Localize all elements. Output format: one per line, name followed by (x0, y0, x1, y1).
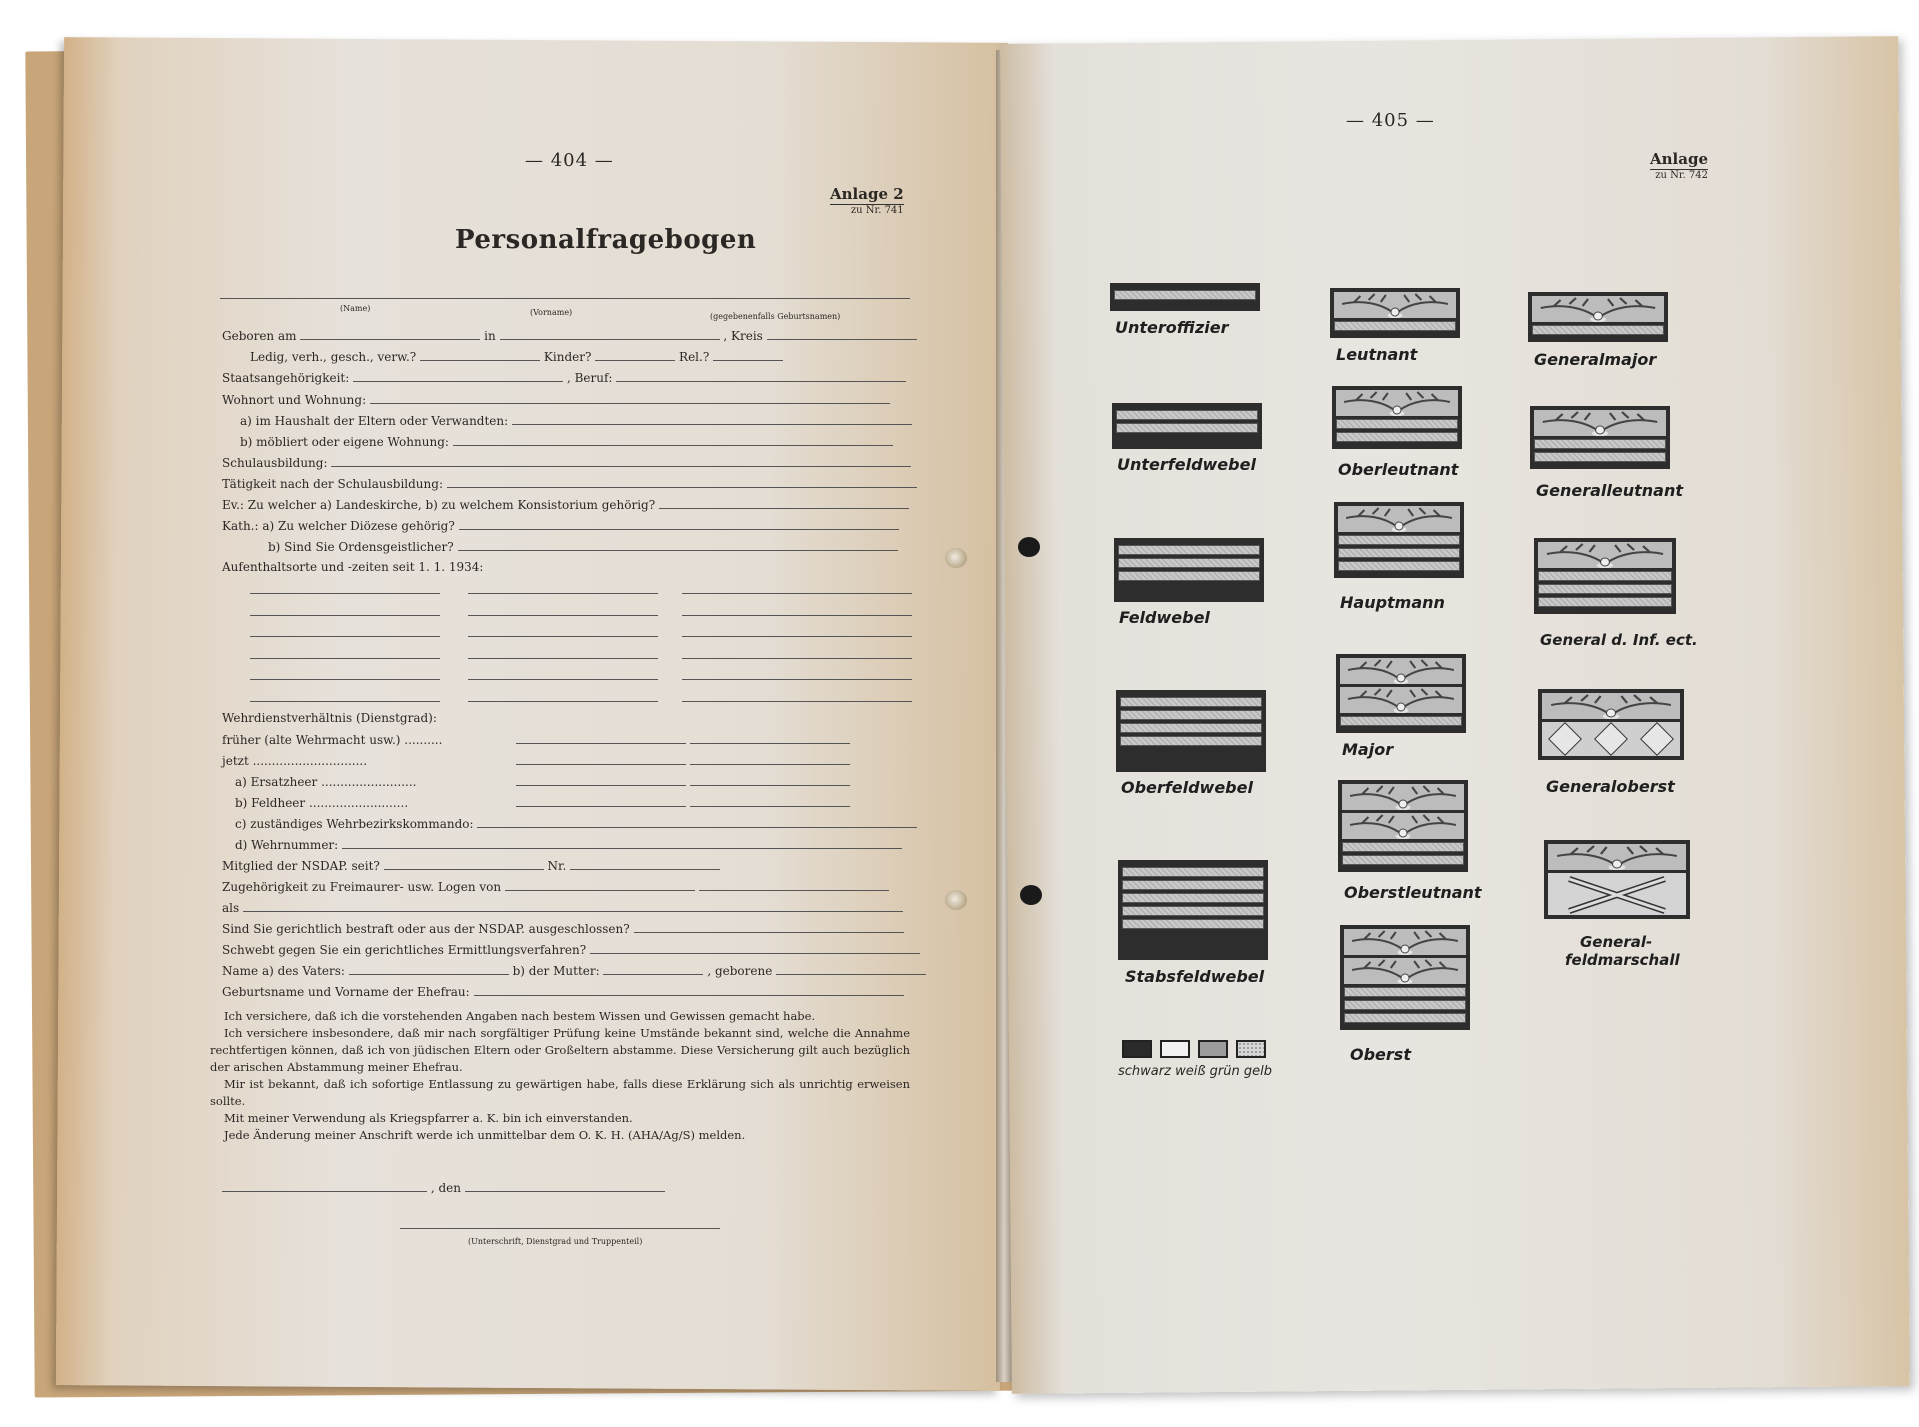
insignia-stripe (1336, 432, 1458, 442)
form-row-ersatzheer (235, 772, 925, 790)
rank-label: Feldwebel (1119, 608, 1210, 627)
field-beruf[interactable] (616, 368, 906, 382)
insignia-hauptmann (1334, 502, 1464, 578)
form-row-logen (222, 877, 912, 895)
oak-leaf-emblem (1534, 410, 1666, 436)
insignia-stripe (1340, 716, 1462, 726)
field-aufenthalt-ort[interactable] (682, 580, 912, 594)
rank-label: Unterfeldwebel (1117, 455, 1256, 474)
rank-label: Oberleutnant (1338, 460, 1459, 479)
rank-label: Leutnant (1336, 345, 1418, 364)
label-familienstand: Ledig, verh., gesch., verw.? (250, 350, 417, 364)
insignia-stripe (1120, 736, 1262, 746)
form-row-taetigkeit (222, 474, 912, 492)
declaration-text (210, 1008, 910, 1144)
field-aufenthalt-von[interactable] (250, 602, 440, 616)
field-nsdap-nr[interactable] (570, 856, 720, 870)
form-row-bestraft (222, 919, 912, 937)
oak-leaf-emblem (1340, 658, 1462, 684)
field-datum[interactable] (465, 1178, 665, 1192)
anlage-ref: zu Nr. 741 (850, 205, 904, 216)
legend-label: grün (1209, 1064, 1240, 1079)
field-vater[interactable] (349, 961, 509, 975)
insignia-stripe (1534, 439, 1666, 449)
field-geburtsort[interactable] (500, 326, 720, 340)
insignia-stripe (1122, 867, 1264, 877)
form-row-jetzt (222, 751, 912, 769)
anlage-label-left (830, 185, 904, 217)
field-dioezese[interactable] (459, 516, 899, 530)
aufenthalt-row (222, 580, 912, 598)
label-kath-b: b) Sind Sie Ordensgeistlicher? (268, 540, 454, 554)
rank-label: Unteroffizier (1115, 318, 1229, 337)
insignia-major (1336, 654, 1466, 733)
insignia-stripe (1118, 545, 1260, 555)
insignia-stripe (1336, 419, 1458, 429)
form-row-nsdap (222, 856, 912, 874)
field-aufenthalt-von[interactable] (250, 666, 440, 680)
form-row-schulausbildung (222, 453, 912, 471)
label-geboren: Geboren am (222, 329, 297, 343)
form-row-als (222, 898, 912, 916)
field-familienstand[interactable] (420, 347, 540, 361)
insignia-unteroffizier (1110, 283, 1260, 311)
label-ersatzheer: a) Ersatzheer ......................... (235, 775, 417, 789)
field-ermittlung[interactable] (590, 940, 920, 954)
label-ev: Ev.: Zu welcher a) Landeskirche, b) zu welchem Konsistorium gehörig? (222, 498, 656, 512)
insignia-stabsfeldwebel (1118, 860, 1268, 960)
label-aufenthalt: Aufenthaltsorte und -zeiten seit 1. 1. 1934: (222, 560, 484, 574)
color-legend (1122, 1040, 1266, 1058)
field-feldheer-von[interactable] (516, 793, 686, 807)
page-number-left: — 404 — (525, 150, 614, 171)
rank-label: feldmarschall (1565, 951, 1680, 969)
crossed-batons (1548, 873, 1686, 915)
label-kinder: Kinder? (543, 350, 592, 364)
label-haushalt: a) im Haushalt der Eltern oder Verwandten: (240, 414, 509, 428)
anlage-ref: zu Nr. 742 (1655, 170, 1708, 181)
insignia-stripe (1344, 1000, 1466, 1010)
insignia-generalmajor (1528, 292, 1668, 342)
declaration-paragraph: Ich versichere insbesondere, daß mir nach sorgfältiger Prüfung keine Umstände bekannt sind, welche die Annahme rechtfertigen können, daß ich von jüdischen Eltern oder Großeltern abstamme. Diese Versicherung gilt auch bezüglich der arischen Abstammung meiner Ehefrau. (210, 1026, 910, 1074)
field-mutter[interactable] (603, 961, 703, 975)
insignia-stripe (1122, 893, 1264, 903)
label-kreis: , Kreis (723, 329, 763, 343)
field-bestraft[interactable] (634, 919, 904, 933)
insignia-stripe (1114, 290, 1256, 300)
field-aufenthalt-ort[interactable] (682, 623, 912, 637)
anlage-label-right (1650, 150, 1708, 182)
caption-geburtsname: (gegebenenfalls Geburtsnamen) (710, 312, 841, 321)
form-row-wehrnummer (235, 835, 925, 853)
insignia-oberfeldwebel (1116, 690, 1266, 772)
label-beruf: , Beruf: (566, 371, 613, 385)
insignia-generaloberst (1538, 689, 1684, 760)
form-row-feldheer (235, 793, 925, 811)
form-row-moebliert (240, 432, 930, 450)
signature-line[interactable] (400, 1228, 720, 1229)
oak-leaf-emblem (1548, 844, 1686, 870)
field-jetzt-bis[interactable] (690, 751, 850, 765)
rank-label: Generalleutnant (1536, 481, 1683, 500)
insignia-stripe (1342, 842, 1464, 852)
field-religion[interactable] (713, 347, 783, 361)
insignia-stripe (1342, 855, 1464, 865)
form-row-frueher (222, 730, 912, 748)
page-number-right: — 405 — (1346, 110, 1435, 131)
anlage-title: Anlage (1650, 150, 1708, 168)
field-nsdap-seit[interactable] (384, 856, 544, 870)
field-geboren-am[interactable] (300, 326, 480, 340)
field-kinder[interactable] (595, 347, 675, 361)
label-taetigkeit: Tätigkeit nach der Schulausbildung: (222, 477, 443, 491)
field-ehefrau[interactable] (474, 982, 904, 996)
rank-label: Major (1342, 740, 1394, 759)
field-aufenthalt-ort[interactable] (682, 645, 912, 659)
legend-swatch-gruen (1198, 1040, 1228, 1058)
insignia-stripe (1116, 423, 1258, 433)
field-aufenthalt-von[interactable] (250, 623, 440, 637)
oak-leaf-emblem (1542, 693, 1680, 719)
pip (1548, 722, 1582, 756)
legend-label: schwarz (1118, 1064, 1171, 1079)
label-schulausbildung: Schulausbildung: (222, 456, 328, 470)
label-ermittlung: Schwebt gegen Sie ein gerichtliches Ermittlungsverfahren? (222, 943, 587, 957)
form-row-ort-datum (222, 1178, 912, 1196)
insignia-stripe (1122, 919, 1264, 929)
form-row-eltern (222, 961, 912, 979)
form-row-familienstand (250, 347, 940, 365)
insignia-stripe (1538, 571, 1672, 581)
field-ort[interactable] (222, 1178, 427, 1192)
oak-leaf-emblem (1342, 813, 1464, 839)
punch-hole (1020, 885, 1042, 905)
field-aufenthalt-von[interactable] (250, 580, 440, 594)
name-line[interactable] (220, 298, 910, 299)
punch-hole (945, 890, 967, 910)
oak-leaf-emblem (1340, 687, 1462, 713)
insignia-stripe (1338, 561, 1460, 571)
punch-hole (945, 548, 967, 568)
declaration-paragraph: Ich versichere, daß ich die vorstehenden Angaben nach bestem Wissen und Gewissen gemacht habe. (224, 1009, 816, 1023)
field-aufenthalt-ort[interactable] (682, 688, 912, 702)
insignia-feldwebel (1114, 538, 1264, 602)
insignia-stripe (1120, 723, 1262, 733)
label-nsdap: Mitglied der NSDAP. seit? (222, 859, 380, 873)
insignia-oberleutnant (1332, 386, 1462, 449)
insignia-stripe (1116, 410, 1258, 420)
field-frueher-bis[interactable] (690, 730, 850, 744)
field-feldheer-bis[interactable] (690, 793, 850, 807)
insignia-leutnant (1330, 288, 1460, 338)
rank-label: General- (1580, 933, 1653, 951)
form-title: Personalfragebogen (455, 225, 757, 255)
form-row-haushalt (240, 411, 930, 429)
insignia-stripe (1534, 452, 1666, 462)
legend-labels (1118, 1064, 1272, 1079)
rank-label: Generaloberst (1546, 777, 1675, 796)
insignia-stripe (1120, 697, 1262, 707)
legend-label: weiß (1175, 1064, 1206, 1079)
form-row-kath-a (222, 516, 912, 534)
aufenthalt-row (222, 666, 912, 684)
label-wehrnummer: d) Wehrnummer: (235, 838, 339, 852)
field-aufenthalt-bis[interactable] (468, 645, 658, 659)
insignia-generalfeldmarschall (1544, 840, 1690, 919)
form-row-ev (222, 495, 912, 513)
insignia-stripe (1338, 535, 1460, 545)
insignia-stripe (1538, 597, 1672, 607)
field-ordensgeistlicher[interactable] (458, 537, 898, 551)
rank-label: General d. Inf. ect. (1540, 631, 1698, 649)
oak-leaf-emblem (1342, 784, 1464, 810)
label-in: in (484, 329, 496, 343)
declaration-paragraph: Mir ist bekannt, daß ich sofortige Entlassung zu gewärtigen habe, falls diese Erklärung sich als unrichtig erweisen sollte. (210, 1077, 910, 1108)
caption-vorname: (Vorname) (530, 308, 573, 317)
label-feldheer: b) Feldheer .......................... (235, 796, 409, 810)
insignia-general (1534, 538, 1676, 614)
aufenthalt-row (222, 602, 912, 620)
label-vater: Name a) des Vaters: (222, 964, 345, 978)
oak-leaf-emblem (1338, 506, 1460, 532)
label-moebliert: b) möbliert oder eigene Wohnung: (240, 435, 449, 449)
field-als[interactable] (243, 898, 903, 912)
field-kreis[interactable] (767, 326, 917, 340)
label-wbk: c) zuständiges Wehrbezirkskommando: (235, 817, 474, 831)
insignia-stripe (1344, 1013, 1466, 1023)
oak-leaf-emblem (1344, 929, 1466, 955)
field-haushalt[interactable] (512, 411, 912, 425)
oak-leaf-emblem (1538, 542, 1672, 568)
form-row-staat (222, 368, 912, 386)
label-bestraft: Sind Sie gerichtlich bestraft oder aus der NSDAP. ausgeschlossen? (222, 922, 630, 936)
field-aufenthalt-ort[interactable] (682, 666, 912, 680)
insignia-stripe (1120, 710, 1262, 720)
label-wehrdienst: Wehrdienstverhältnis (Dienstgrad): (222, 711, 437, 725)
field-frueher-von[interactable] (516, 730, 686, 744)
insignia-stripe (1122, 906, 1264, 916)
field-aufenthalt-ort[interactable] (682, 602, 912, 616)
aufenthalt-row (222, 688, 912, 706)
form-row-wbk (235, 814, 925, 832)
field-jetzt-von[interactable] (516, 751, 686, 765)
field-ersatzheer-bis[interactable] (690, 772, 850, 786)
field-schulausbildung[interactable] (331, 453, 911, 467)
label-geborene: , geborene (707, 964, 773, 978)
form-row-kath-b (268, 537, 958, 555)
insignia-oberstleutnant (1338, 780, 1468, 872)
form-row-ermittlung (222, 940, 912, 958)
aufenthalt-row (222, 645, 912, 663)
declaration-paragraph: Jede Änderung meiner Anschrift werde ich unmittelbar dem O. K. H. (AHA/Ag/S) melden. (224, 1128, 746, 1142)
insignia-stripe (1122, 880, 1264, 890)
rank-label: Generalmajor (1534, 350, 1657, 369)
anlage-title: Anlage 2 (830, 185, 904, 203)
oak-leaf-emblem (1344, 958, 1466, 984)
insignia-stripe (1344, 987, 1466, 997)
rank-label: Oberst (1350, 1045, 1411, 1064)
field-taetigkeit[interactable] (447, 474, 917, 488)
insignia-stripe (1334, 321, 1456, 331)
field-ersatzheer-von[interactable] (516, 772, 686, 786)
field-wohnort[interactable] (370, 390, 890, 404)
field-aufenthalt-bis[interactable] (468, 666, 658, 680)
declaration-paragraph: Mit meiner Verwendung als Kriegspfarrer a. K. bin ich einverstanden. (224, 1111, 633, 1125)
field-aufenthalt-bis[interactable] (468, 602, 658, 616)
signature-caption: (Unterschrift, Dienstgrad und Truppenteil) (468, 1237, 643, 1246)
label-als: als (222, 901, 240, 915)
legend-label: gelb (1243, 1064, 1272, 1079)
field-aufenthalt-bis[interactable] (468, 580, 658, 594)
rank-label: Oberstleutnant (1344, 883, 1482, 902)
legend-swatch-schwarz (1122, 1040, 1152, 1058)
form-row-wehrdienst (222, 709, 912, 727)
oak-leaf-emblem (1336, 390, 1458, 416)
insignia-stripe (1538, 584, 1672, 594)
insignia-stripe (1118, 558, 1260, 568)
legend-swatch-gelb (1236, 1040, 1266, 1058)
form-row-ehefrau (222, 982, 912, 1000)
insignia-unterfeldwebel (1112, 403, 1262, 449)
label-nr: Nr. (547, 859, 567, 873)
field-aufenthalt-von[interactable] (250, 688, 440, 702)
insignia-stripe (1118, 571, 1260, 581)
field-logen-von[interactable] (505, 877, 695, 891)
form-row-wohnort (222, 390, 912, 408)
form-row-aufenthalt (222, 558, 912, 576)
label-rel: Rel.? (679, 350, 710, 364)
insignia-stripe (1532, 325, 1664, 335)
punch-hole (1018, 537, 1040, 557)
aufenthalt-row (222, 623, 912, 641)
rank-label: Stabsfeldwebel (1125, 967, 1265, 986)
form-row-geboren (222, 326, 912, 344)
field-logen-bis[interactable] (699, 877, 889, 891)
label-jetzt: jetzt .............................. (222, 754, 368, 768)
caption-name: (Name) (340, 304, 371, 313)
label-frueher: früher (alte Wehrmacht usw.) .......... (222, 733, 443, 747)
pip (1594, 722, 1628, 756)
field-aufenthalt-von[interactable] (250, 645, 440, 659)
label-wohnort: Wohnort und Wohnung: (222, 393, 367, 407)
insignia-generalleutnant (1530, 406, 1670, 469)
field-aufenthalt-bis[interactable] (468, 623, 658, 637)
pips-row (1542, 722, 1680, 756)
label-staatsangehoerigkeit: Staatsangehörigkeit: (222, 371, 350, 385)
insignia-stripe (1338, 548, 1460, 558)
field-staatsangehoerigkeit[interactable] (353, 368, 563, 382)
field-moebliert[interactable] (453, 432, 893, 446)
label-logen: Zugehörigkeit zu Freimaurer- usw. Logen von (222, 880, 502, 894)
oak-leaf-emblem (1334, 292, 1456, 318)
pip (1640, 722, 1674, 756)
field-wbk[interactable] (477, 814, 917, 828)
rank-label: Oberfeldwebel (1121, 778, 1253, 797)
field-wehrnummer[interactable] (342, 835, 902, 849)
rank-label: Hauptmann (1340, 593, 1445, 612)
field-aufenthalt-bis[interactable] (468, 688, 658, 702)
field-ev[interactable] (659, 495, 909, 509)
label-den: , den (430, 1181, 461, 1195)
label-ehefrau: Geburtsname und Vorname der Ehefrau: (222, 985, 470, 999)
oak-leaf-emblem (1532, 296, 1664, 322)
legend-swatch-weiss (1160, 1040, 1190, 1058)
label-kath-a: Kath.: a) Zu welcher Diözese gehörig? (222, 519, 455, 533)
label-mutter: b) der Mutter: (512, 964, 600, 978)
insignia-oberst (1340, 925, 1470, 1030)
field-mutter-geborene[interactable] (776, 961, 926, 975)
